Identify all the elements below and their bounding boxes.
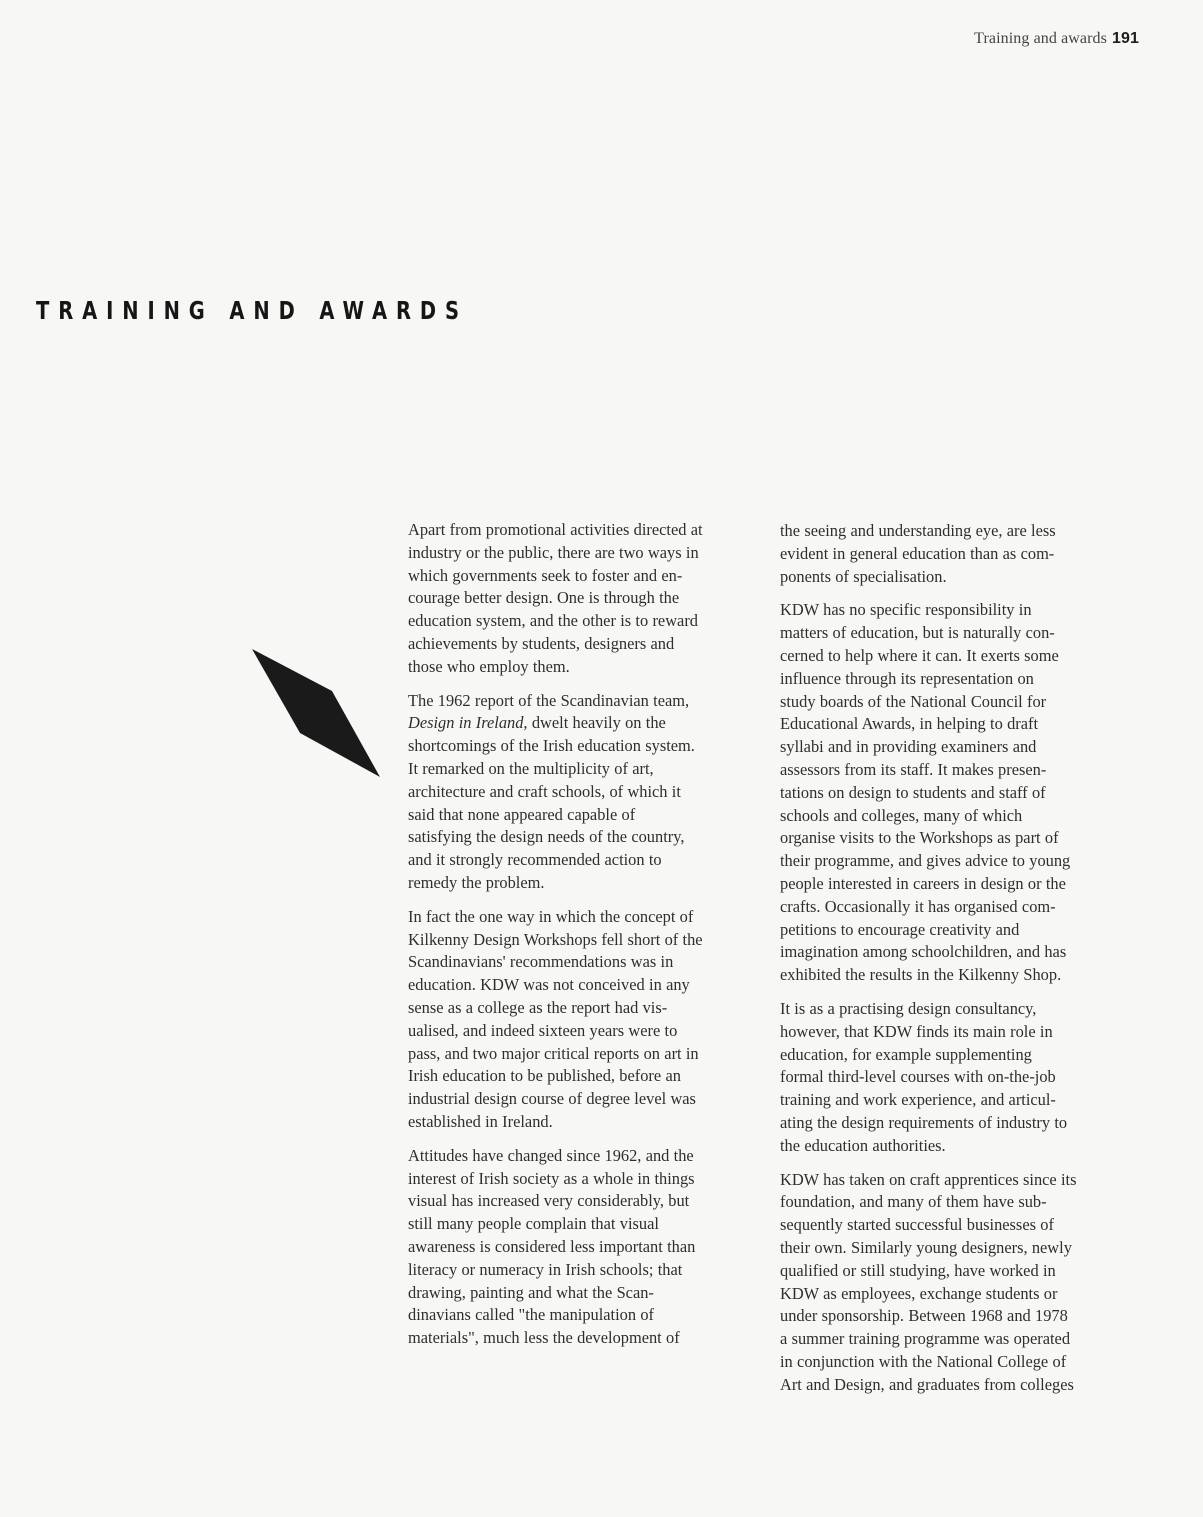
text-line: pass, and two major critical reports on art in xyxy=(408,1043,699,1063)
text-line: interest of Irish society as a whole in things xyxy=(408,1168,695,1188)
text-line: the education authorities. xyxy=(780,1135,946,1155)
text-line: established in Ireland. xyxy=(408,1111,553,1131)
body-paragraph xyxy=(408,519,770,679)
text-line: which governments seek to foster and en- xyxy=(408,565,683,585)
text-line xyxy=(408,712,770,735)
text-line: KDW has taken on craft apprentices since its xyxy=(780,1169,1077,1189)
text-line: their own. Similarly young designers, newly xyxy=(780,1237,1072,1257)
text-line: education, for example supplementing xyxy=(780,1044,1032,1064)
text-line: It is as a practising design consultancy, xyxy=(780,998,1037,1018)
text-fragment: dwelt heavily on the xyxy=(527,713,666,733)
text-line: Attitudes have changed since 1962, and the xyxy=(408,1145,694,1165)
text-line: said that none appeared capable of xyxy=(408,804,636,824)
text-line: petitions to encourage creativity and xyxy=(780,919,1020,939)
text-line: KDW has no specific responsibility in xyxy=(780,600,1032,620)
text-line: exhibited the results in the Kilkenny Shop. xyxy=(780,965,1062,985)
text-line: materials", much less the development of xyxy=(408,1328,680,1348)
text-line: formal third-level courses with on-the-job xyxy=(780,1067,1056,1087)
text-line: ating the design requirements of industry to xyxy=(780,1112,1068,1132)
text-line: imagination among schoolchildren, and has xyxy=(780,942,1067,962)
text-line: Kilkenny Design Workshops fell short of the xyxy=(408,929,703,949)
text-line: Educational Awards, in helping to draft xyxy=(780,714,1039,734)
text-line: Art and Design, and graduates from colleges xyxy=(780,1374,1074,1394)
text-line: KDW as employees, exchange students or xyxy=(780,1283,1058,1303)
body-paragraph xyxy=(780,1169,1142,1397)
text-line: satisfying the design needs of the country, xyxy=(408,827,685,847)
diamond-shape xyxy=(252,649,380,777)
page-number: 191 xyxy=(1112,30,1139,47)
text-line: a summer training programme was operated xyxy=(780,1329,1071,1349)
text-line: those who employ them. xyxy=(408,656,570,676)
text-line: under sponsorship. Between 1968 and 1978 xyxy=(780,1306,1068,1326)
text-line: matters of education, but is naturally con- xyxy=(780,623,1055,643)
text-line: still many people complain that visual xyxy=(408,1214,659,1234)
text-line: tations on design to students and staff of xyxy=(780,782,1046,802)
text-line: The 1962 report of the Scandinavian team, xyxy=(408,690,690,710)
text-line: assessors from its staff. It makes presen- xyxy=(780,759,1047,779)
text-line: visual has increased very considerably, but xyxy=(408,1191,690,1211)
text-column-left xyxy=(408,519,770,1361)
text-line: schools and colleges, many of which xyxy=(780,805,1023,825)
text-line: Apart from promotional activities directed at xyxy=(408,520,703,539)
text-line: people interested in careers in design or the xyxy=(780,873,1066,893)
body-paragraph xyxy=(780,998,1142,1158)
body-paragraph xyxy=(780,599,1142,987)
text-line: evident in general education than as com- xyxy=(780,543,1055,563)
text-line: foundation, and many of them have sub- xyxy=(780,1192,1047,1212)
text-line: It remarked on the multiplicity of art, xyxy=(408,758,654,778)
text-line: drawing, painting and what the Scan- xyxy=(408,1282,654,1302)
text-line: shortcomings of the Irish education system. xyxy=(408,736,695,756)
text-line: sense as a college as the report had vis- xyxy=(408,997,668,1017)
chapter-title: TRAINING AND AWARDS xyxy=(36,296,468,325)
text-line: ualised, and indeed sixteen years were to xyxy=(408,1020,678,1040)
text-line: education system, and the other is to reward xyxy=(408,611,698,631)
text-line: dinavians called "the manipulation of xyxy=(408,1305,654,1325)
body-paragraph xyxy=(408,906,770,1134)
report-title: Design in Ireland, xyxy=(408,713,528,733)
text-line: syllabi and in providing examiners and xyxy=(780,737,1037,757)
text-line: architecture and craft schools, of which it xyxy=(408,781,681,801)
running-header xyxy=(974,30,1139,48)
text-line: in conjunction with the National College of xyxy=(780,1351,1067,1371)
text-line: education. KDW was not conceived in any xyxy=(408,975,690,995)
text-line: literacy or numeracy in Irish schools; that xyxy=(408,1259,683,1279)
text-line: sequently started successful businesses of xyxy=(780,1215,1054,1235)
text-line: achievements by students, designers and xyxy=(408,633,675,653)
text-line: courage better design. One is through the xyxy=(408,588,680,608)
text-line: ponents of specialisation. xyxy=(780,566,947,586)
text-line: industry or the public, there are two ways in xyxy=(408,542,699,562)
body-paragraph xyxy=(408,690,770,895)
text-line: Scandinavians' recommendations was in xyxy=(408,952,674,972)
text-line: training and work experience, and articul- xyxy=(780,1090,1056,1110)
text-line: influence through its representation on xyxy=(780,668,1034,688)
text-line: industrial design course of degree level was xyxy=(408,1089,696,1109)
text-line: remedy the problem. xyxy=(408,872,545,892)
text-line: crafts. Occasionally it has organised com- xyxy=(780,896,1056,916)
text-line: awareness is considered less important than xyxy=(408,1236,696,1256)
text-line: and it strongly recommended action to xyxy=(408,850,662,870)
text-line: In fact the one way in which the concept of xyxy=(408,906,694,926)
text-line: qualified or still studying, have worked in xyxy=(780,1260,1056,1280)
text-column-right xyxy=(780,520,1142,1407)
body-paragraph xyxy=(780,520,1142,588)
black-diamond-icon xyxy=(248,645,384,781)
body-paragraph xyxy=(408,1145,770,1350)
text-line: organise visits to the Workshops as part of xyxy=(780,828,1059,848)
running-title: Training and awards xyxy=(974,30,1107,47)
text-line: however, that KDW finds its main role in xyxy=(780,1021,1053,1041)
text-line: cerned to help where it can. It exerts some xyxy=(780,645,1059,665)
text-line: Irish education to be published, before an xyxy=(408,1066,681,1086)
text-line: the seeing and understanding eye, are less xyxy=(780,521,1056,540)
text-line: their programme, and gives advice to young xyxy=(780,851,1071,871)
text-line: study boards of the National Council for xyxy=(780,691,1047,711)
